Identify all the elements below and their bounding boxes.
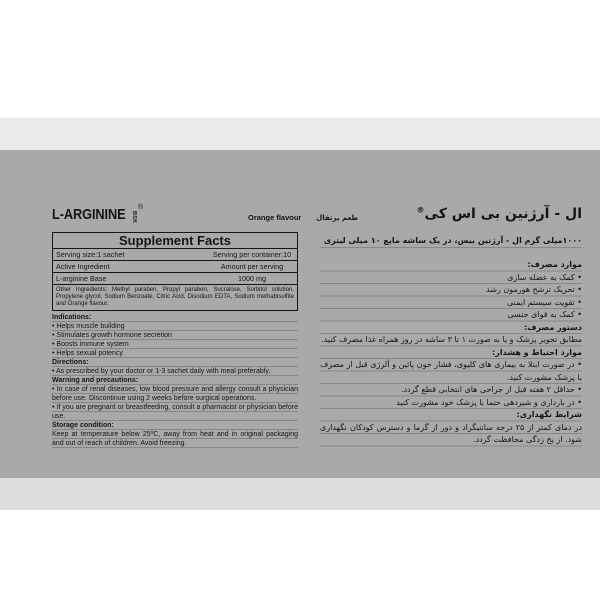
persian-flavour-label: طعم پرتقال [316, 214, 358, 222]
active-ingredient-header: Active Ingredient [56, 262, 110, 271]
serving-size: Serving size:1 sachet [56, 250, 125, 259]
box-top-edge [0, 118, 600, 150]
persian-directions-heading: دستور مصرف: [524, 322, 582, 332]
indication-item: • Helps sexual potency [52, 350, 123, 357]
warning-item: • If you are pregnant or breastfeeding, consult a pharmacist or physician before use. [52, 404, 298, 420]
persian-storage-text: در دمای کمتر از ۲۵ درجه سانتیگراد و دور از گرما و دسترس کودکان نگهداری شود. از یخ زدگی محافظت گردد. [320, 422, 583, 444]
persian-storage-heading: شرایط نگهداری: [516, 410, 582, 419]
persian-uses-heading: موارد مصرف: [527, 260, 582, 269]
box-bottom-edge [0, 478, 600, 510]
persian-registered-mark: ® [416, 205, 425, 215]
persian-title-text: ال - آرژنین بی اس کی [424, 206, 582, 222]
persian-instructions [320, 259, 582, 447]
flavour-label: Orange flavour [248, 213, 302, 222]
persian-composition-line: ۱۰۰۰میلی گرم ال - آرژنین بیس، در یک ساشه مایع ۱۰ میلی لیتری [320, 235, 582, 248]
directions-heading: Directions: [52, 359, 89, 366]
ingredient-amount: 1000 mg [238, 274, 266, 283]
persian-warning-item: • حداقل ۲ هفته قبل از جراحی های انتخابی قطع گردد. [400, 385, 582, 394]
servings-per-container: Serving per container:10 [212, 250, 292, 259]
persian-product-title [417, 205, 582, 223]
registered-mark: ® [138, 204, 144, 211]
supplement-facts-row [53, 249, 297, 261]
indication-item: • Helps muscle building [52, 323, 125, 330]
directions-item: • As prescribed by your doctor or 1-3 sachet daily with meal preferably. [52, 368, 271, 375]
other-ingredients: Other Ingredients: Methyl paraben, Propyl paraben, Sucralose, Sorbitol solution, Propylene glycol, Sodium Benzoate, Citric Acid, Disodium EDTA, Sodium methabisulfite and Orange flavour. [56, 286, 294, 307]
brand-name: L-ARGININE [52, 206, 126, 223]
english-instructions [52, 313, 298, 448]
persian-use-item: • کمک به قوای جنسی [507, 310, 582, 319]
storage-heading: Storage condition: [52, 422, 114, 429]
indications-heading: Indications: [52, 314, 92, 321]
persian-directions-text: مطابق تجویز پزشک و یا به صورت ۱ تا ۳ ساشه در روز همراه غذا مصرف کنید. [321, 335, 582, 344]
storage-text: Keep at temperature below 25ºC, away from heat and in original packaging and out of reach of children. Avoid freezing. [52, 431, 298, 447]
warning-item: • In case of renal diseases, low blood pressure and allergy consult a physician before use. Discontinue using 2 weeks before surgical operations. [52, 386, 298, 402]
indication-item: • Stimulates growth hormone secretion [52, 332, 172, 339]
ingredient-name: L-arginine Base [56, 274, 107, 283]
persian-warning-item: • در بارداری و شیردهی حتما با پزشک خود مشورت کنید [396, 397, 582, 407]
indication-item: • Boosts immune system [52, 341, 129, 348]
amount-per-serving-header: Amount per serving [220, 262, 284, 271]
persian-use-item: • تقویت سیستم ایمنی [507, 297, 582, 307]
supplement-facts-row [53, 273, 297, 285]
persian-warning-item: • در صورت ابتلا به بیماری های کلیوی، فشار خون پائین و آلرژی قبل از مصرف با پزشک مشورت کنید. [320, 360, 582, 382]
persian-use-item: • کمک به عضله سازی [507, 272, 582, 282]
supplement-facts-title: Supplement Facts [53, 233, 297, 249]
persian-warnings-heading: موارد احتیاط و هشدار: [492, 347, 582, 357]
brand-suffix: BSK [131, 211, 137, 224]
supplement-facts-row [53, 261, 297, 273]
persian-use-item: • تحریک ترشح هورمون رشد [486, 285, 582, 294]
warnings-heading: Warning and precautions: [52, 377, 139, 384]
supplement-facts-panel [52, 232, 298, 311]
